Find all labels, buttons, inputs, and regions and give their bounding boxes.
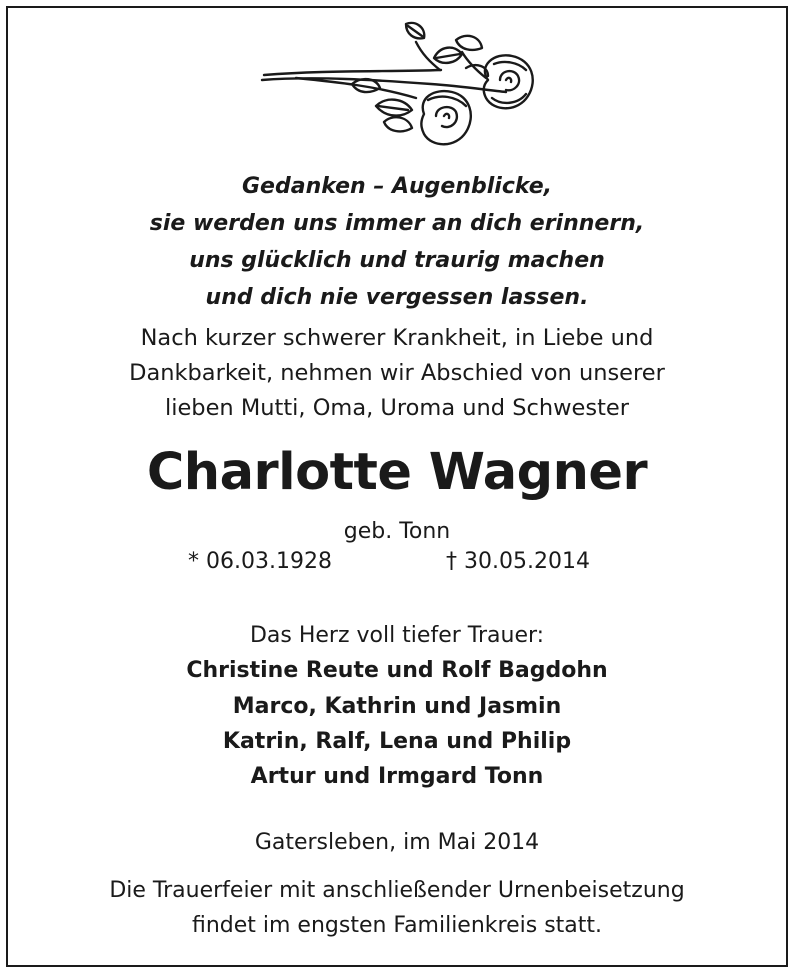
poem-line: und dich nie vergessen lassen. [205,285,589,310]
intro-line: Nach kurzer schwerer Krankheit, in Liebe und [140,325,654,351]
poem-line: uns glücklich und traurig machen [189,248,605,273]
intro-line: lieben Mutti, Oma, Uroma und Schwester [164,395,630,421]
deceased-name: Charlotte Wagner [146,443,648,502]
mourner-line: Artur und Irmgard Tonn [250,764,544,789]
maiden-name: geb. Tonn [343,519,451,544]
birth-date: * 06.03.1928 [188,549,332,574]
place-date: Gatersleben, im Mai 2014 [254,830,540,855]
obituary-notice [6,6,788,967]
poem-line: sie werden uns immer an dich erinnern, [149,211,645,236]
poem-line: Gedanken – Augenblicke, [242,174,552,199]
mourner-line: Christine Reute und Rolf Bagdohn [186,658,608,683]
funeral-note-line: Die Trauerfeier mit anschließender Urnenbeisetzung [109,878,685,903]
mourner-line: Marco, Kathrin und Jasmin [232,694,562,719]
death-date: † 30.05.2014 [446,549,590,574]
rose-icon [256,18,546,156]
mourner-line: Katrin, Ralf, Lena und Philip [222,729,572,754]
mourners-heading: Das Herz voll tiefer Trauer: [249,623,545,648]
intro-line: Dankbarkeit, nehmen wir Abschied von unserer [129,360,665,386]
life-dates [8,549,786,579]
funeral-note-line: findet im engsten Familienkreis statt. [191,913,603,938]
